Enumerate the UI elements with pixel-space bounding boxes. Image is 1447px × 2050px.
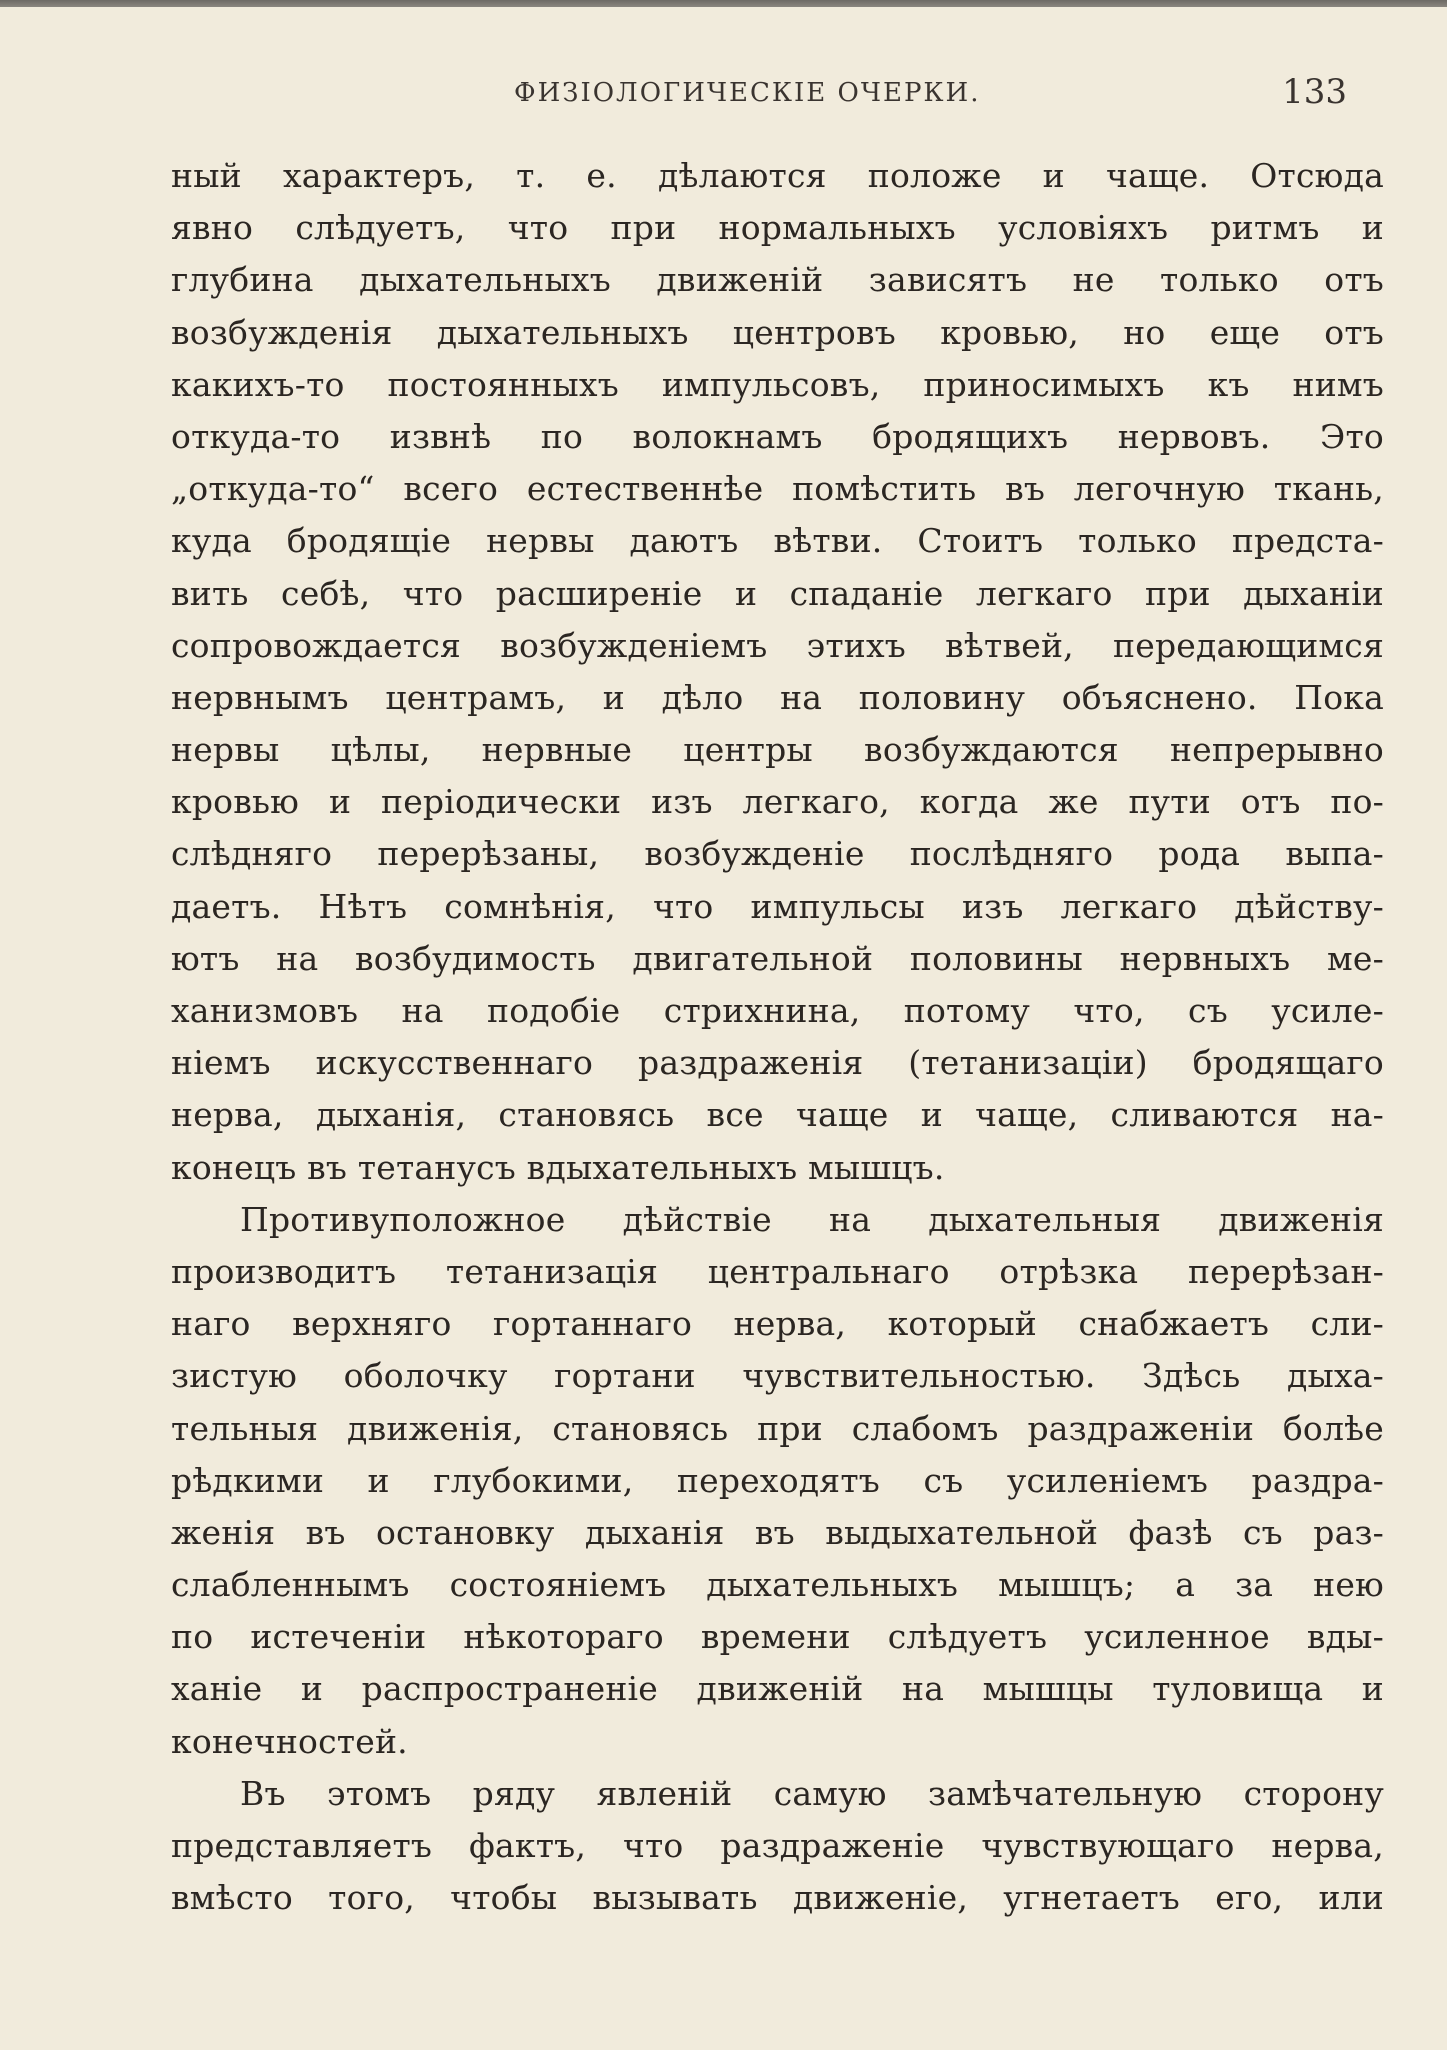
text-line: вить себѣ, что расширеніе и спаданіе легкаго при дыханіи bbox=[171, 573, 1384, 613]
page-top-border bbox=[0, 0, 1447, 7]
text-line: рѣдкими и глубокими, переходятъ съ усиленіемъ раздра- bbox=[171, 1460, 1384, 1500]
text-line: глубина дыхательныхъ движеній зависятъ не только отъ bbox=[171, 260, 1384, 300]
text-line: ный характеръ, т. е. дѣлаются положе и чаще. Отсюда bbox=[171, 156, 1384, 195]
text-line: нерва, дыханія, становясь все чаще и чаще, сливаются на- bbox=[171, 1095, 1384, 1135]
running-title: ФИЗІОЛОГИЧЕСКІЕ ОЧЕРКИ. bbox=[514, 78, 981, 108]
text-line: производитъ тетанизація центральнаго отрѣзка перерѣзан- bbox=[171, 1251, 1384, 1291]
running-header bbox=[0, 72, 1447, 118]
text-line: кровью и періодически изъ легкаго, когда же пути отъ по- bbox=[171, 782, 1384, 822]
text-line: представляетъ фактъ, что раздраженіе чувствующаго нерва, bbox=[171, 1826, 1384, 1865]
text-line: какихъ-то постоянныхъ импульсовъ, приносимыхъ къ нимъ bbox=[171, 364, 1384, 404]
page-number: 133 bbox=[1282, 72, 1347, 112]
text-line: сопровождается возбужденіемъ этихъ вѣтвей, передающимся bbox=[171, 625, 1384, 665]
text-line: тельныя движенія, становясь при слабомъ раздраженіи болѣе bbox=[171, 1408, 1384, 1448]
text-line-paragraph-end: конецъ въ тетанусъ вдыхательныхъ мышцъ. bbox=[171, 1147, 945, 1187]
text-line: наго верхняго гортаннаго нерва, который снабжаетъ сли- bbox=[171, 1304, 1384, 1344]
text-line: нервы цѣлы, нервные центры возбуждаются непрерывно bbox=[171, 730, 1384, 770]
text-line: слѣдняго перерѣзаны, возбужденіе послѣдняго рода выпа- bbox=[171, 834, 1384, 874]
text-line: ханизмовъ на подобіе стрихнина, потому что, съ усиле- bbox=[171, 991, 1384, 1030]
text-line: возбужденія дыхательныхъ центровъ кровью, но еще отъ bbox=[171, 312, 1384, 352]
text-line: „откуда-то“ всего естественнѣе помѣстить въ легочную ткань, bbox=[171, 469, 1384, 509]
text-line: слабленнымъ состояніемъ дыхательныхъ мышцъ; а за нею bbox=[171, 1565, 1384, 1605]
text-line-paragraph-start: Въ этомъ ряду явленій самую замѣчательную сторону bbox=[240, 1773, 1384, 1813]
text-line: зистую оболочку гортани чувствительностью. Здѣсь дыха- bbox=[171, 1356, 1384, 1396]
text-line: ютъ на возбудимость двигательной половины нервныхъ ме- bbox=[171, 938, 1384, 978]
body-text bbox=[171, 150, 1384, 1924]
text-line: куда бродящіе нервы даютъ вѣтви. Стоитъ только предста- bbox=[171, 521, 1384, 561]
text-line: явно слѣдуетъ, что при нормальныхъ условіяхъ ритмъ и bbox=[171, 208, 1384, 248]
text-line: вмѣсто того, чтобы вызывать движеніе, угнетаетъ его, или bbox=[171, 1878, 1384, 1918]
text-line: женія въ остановку дыханія въ выдыхательной фазѣ съ раз- bbox=[171, 1512, 1384, 1552]
text-line: нервнымъ центрамъ, и дѣло на половину объяснено. Пока bbox=[171, 677, 1384, 717]
text-line: ніемъ искусственнаго раздраженія (тетанизаціи) бродящаго bbox=[171, 1043, 1384, 1083]
text-line: откуда-то извнѣ по волокнамъ бродящихъ нервовъ. Это bbox=[171, 416, 1384, 456]
text-line: ханіе и распространеніе движеній на мышцы туловища и bbox=[171, 1669, 1384, 1709]
text-line: даетъ. Нѣтъ сомнѣнія, что импульсы изъ легкаго дѣйству- bbox=[171, 886, 1384, 926]
text-line-paragraph-end: конечностей. bbox=[171, 1721, 408, 1761]
text-line-paragraph-start: Противуположное дѣйствіе на дыхательныя движенія bbox=[240, 1199, 1384, 1239]
text-line: по истеченіи нѣкотораго времени слѣдуетъ усиленное вды- bbox=[171, 1617, 1384, 1657]
